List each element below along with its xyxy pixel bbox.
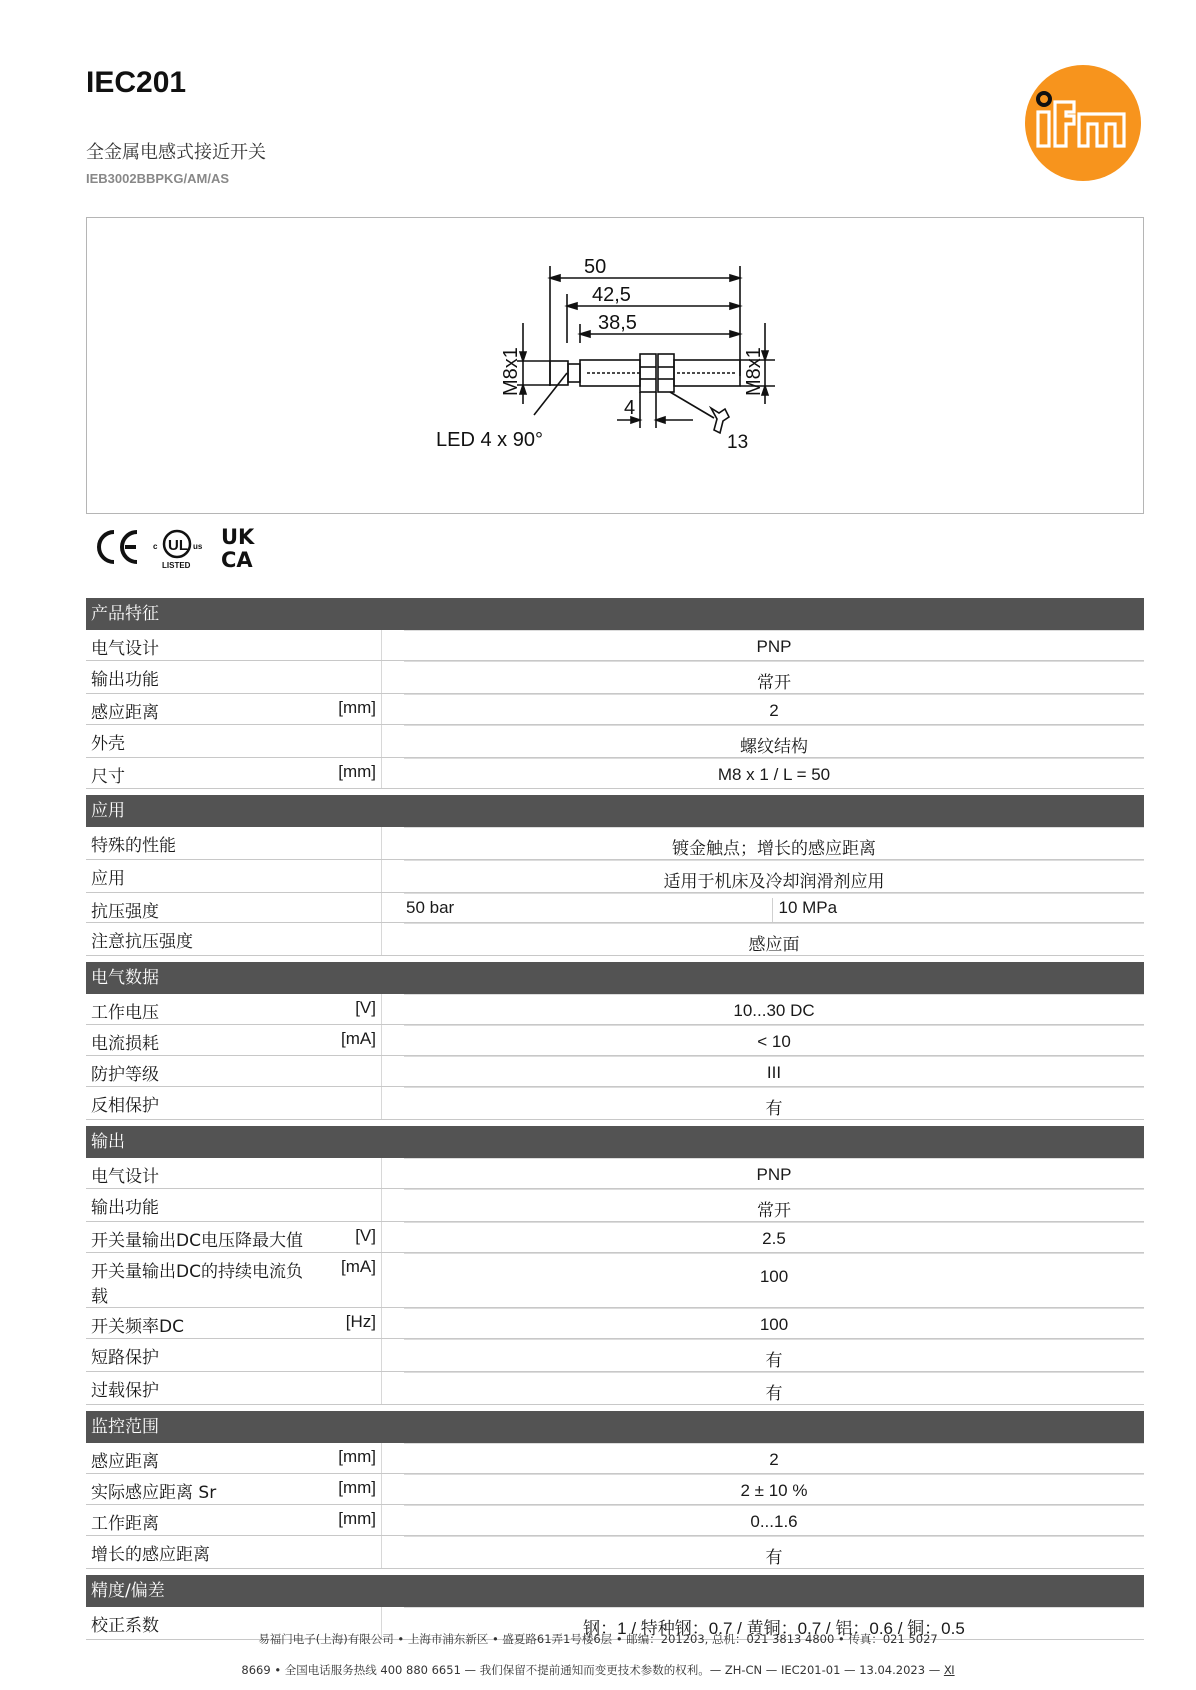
- section-header: 应用: [86, 795, 1144, 827]
- spec-value: 常开: [404, 1189, 1144, 1221]
- svg-text:UL: UL: [168, 537, 188, 554]
- spec-value: 有: [404, 1087, 1144, 1119]
- spec-table: [86, 598, 1144, 1640]
- spec-value: [404, 893, 1144, 922]
- spec-label-cell: [86, 661, 382, 693]
- spec-unit: [mm]: [338, 698, 376, 717]
- spec-row: [86, 1443, 1144, 1474]
- spec-label-cell: [86, 725, 382, 757]
- spec-value-mpa: 10 MPa: [772, 898, 1145, 922]
- svg-text:c: c: [153, 542, 158, 551]
- spec-value: 有: [404, 1536, 1144, 1568]
- ul-listed-icon: [153, 531, 203, 570]
- led-label: LED 4 x 90°: [436, 429, 543, 451]
- spec-value: 2: [404, 1443, 1144, 1473]
- spec-row: [86, 1025, 1144, 1056]
- spec-row: [86, 1056, 1144, 1087]
- ce-mark-icon: [99, 532, 137, 562]
- dim-42-5-label: 42,5: [592, 284, 631, 306]
- spec-value: 钢：1 / 特种钢：0.7 / 黄铜：0.7 / 铝：0.6 / 铜：0.5: [404, 1607, 1144, 1639]
- spec-unit: [mm]: [338, 1478, 376, 1497]
- spec-unit: [mm]: [338, 1509, 376, 1528]
- thread-left-label: M8x1: [500, 347, 522, 396]
- spec-unit: [V]: [355, 1226, 376, 1245]
- spec-label-cell: [86, 1025, 382, 1055]
- spec-label: 工作电压: [91, 1003, 159, 1023]
- spec-label: 开关频率DC: [91, 1317, 184, 1337]
- footer-legal: [0, 1662, 1196, 1678]
- section-header: 精度/偏差: [86, 1575, 1144, 1607]
- spec-value: 2.5: [404, 1222, 1144, 1252]
- spec-value: PNP: [404, 1158, 1144, 1188]
- spec-label-cell: [86, 630, 382, 660]
- spec-row: [86, 1474, 1144, 1505]
- svg-text:UK: UK: [221, 525, 255, 549]
- spec-label: 开关量输出DC的持续电流负载: [91, 1262, 303, 1307]
- spec-label-cell: [86, 1087, 382, 1119]
- spec-value: 常开: [404, 661, 1144, 693]
- section-header: 输出: [86, 1126, 1144, 1158]
- spec-value: 有: [404, 1372, 1144, 1404]
- spec-label: 过载保护: [91, 1381, 159, 1401]
- spec-value: 螺纹结构: [404, 725, 1144, 757]
- wrench-size-label: 13: [727, 432, 749, 453]
- product-subtitle: 全金属电感式接近开关: [86, 142, 266, 163]
- article-code: IEB3002BBPKG/AM/AS: [86, 171, 230, 186]
- spec-value: 2 ± 10 %: [404, 1474, 1144, 1504]
- spec-label-cell: [86, 994, 382, 1024]
- spec-row: [86, 1339, 1144, 1372]
- spec-label-cell: [86, 923, 382, 955]
- spec-unit: [V]: [355, 998, 376, 1017]
- spec-row: [86, 923, 1144, 956]
- spec-value: 100: [404, 1308, 1144, 1338]
- section-header: 产品特征: [86, 598, 1144, 630]
- spec-label-cell: [86, 758, 382, 788]
- spec-label-cell: [86, 1339, 382, 1371]
- spec-label-cell: [86, 860, 382, 892]
- spec-row: [86, 1372, 1144, 1405]
- spec-label: 电气设计: [91, 1167, 159, 1187]
- spec-label: 实际感应距离 Sr: [91, 1483, 217, 1503]
- section-header: 电气数据: [86, 962, 1144, 994]
- spec-label: 校正系数: [91, 1616, 159, 1636]
- spec-value: 有: [404, 1339, 1144, 1371]
- spec-label: 感应距离: [91, 1452, 159, 1472]
- spec-label: 尺寸: [91, 767, 125, 787]
- spec-unit: [mm]: [338, 1447, 376, 1466]
- certification-marks: [92, 522, 264, 574]
- spec-unit: [mA]: [341, 1029, 376, 1048]
- footer-legal-text: 8669 • 全国电话服务热线 400 880 6651 — 我们保留不提前通知而变更技术参数的权利。— ZH-CN — IEC201-01 — 13.04.2023 —: [241, 1663, 944, 1677]
- spec-row: [86, 1087, 1144, 1120]
- spec-label-cell: [86, 1372, 382, 1404]
- ukca-mark-icon: [221, 525, 255, 572]
- spec-row: [86, 1158, 1144, 1189]
- spec-value: 0...1.6: [404, 1505, 1144, 1535]
- spec-row: [86, 1253, 1144, 1308]
- spec-label-cell: [86, 1308, 382, 1338]
- spec-row: [86, 661, 1144, 694]
- spec-value: PNP: [404, 630, 1144, 660]
- spec-row: [86, 994, 1144, 1025]
- spec-label: 抗压强度: [91, 902, 159, 922]
- spec-label: 增长的感应距离: [91, 1545, 210, 1565]
- spec-label-cell: [86, 694, 382, 724]
- spec-row: [86, 1536, 1144, 1569]
- svg-text:LISTED: LISTED: [162, 561, 191, 570]
- spec-label: 外壳: [91, 734, 125, 754]
- spec-row: [86, 630, 1144, 661]
- spec-row: [86, 1189, 1144, 1222]
- spec-label-cell: [86, 1253, 382, 1307]
- product-title: IEC201: [86, 66, 187, 99]
- spec-value: 适用于机床及冷却润滑剂应用: [404, 860, 1144, 892]
- spec-label-cell: [86, 1189, 382, 1221]
- spec-label-cell: [86, 1474, 382, 1504]
- spec-value: M8 x 1 / L = 50: [404, 758, 1144, 788]
- spec-label: 注意抗压强度: [91, 932, 193, 952]
- spec-label-cell: [86, 893, 382, 922]
- spec-label-cell: [86, 1536, 382, 1568]
- spec-row: [86, 1505, 1144, 1536]
- dim-4-label: 4: [624, 397, 636, 419]
- spec-label-cell: [86, 1222, 382, 1252]
- dim-38-5-label: 38,5: [598, 312, 637, 334]
- spec-row: [86, 893, 1144, 923]
- spec-label: 应用: [91, 869, 125, 889]
- spec-row: [86, 827, 1144, 860]
- spec-row: [86, 725, 1144, 758]
- dimension-drawing: [86, 217, 1144, 514]
- spec-label: 感应距离: [91, 703, 159, 723]
- spec-row: [86, 758, 1144, 789]
- spec-label-cell: [86, 827, 382, 859]
- spec-row: [86, 1308, 1144, 1339]
- svg-text:us: us: [193, 542, 203, 551]
- spec-unit: [mm]: [338, 762, 376, 781]
- spec-value: < 10: [404, 1025, 1144, 1055]
- spec-label: 短路保护: [91, 1348, 159, 1368]
- spec-label-cell: [86, 1158, 382, 1188]
- spec-unit: [Hz]: [345, 1312, 376, 1331]
- section-header: 监控范围: [86, 1411, 1144, 1443]
- ifm-logo-icon: [1024, 64, 1142, 182]
- spec-label-cell: [86, 1056, 382, 1086]
- spec-value: 10...30 DC: [404, 994, 1144, 1024]
- thread-right-label: M8x1: [743, 347, 765, 396]
- svg-text:CA: CA: [221, 548, 253, 572]
- spec-label: 特殊的性能: [91, 836, 176, 856]
- spec-unit: [mA]: [341, 1257, 376, 1276]
- footer-address: 易福门电子(上海)有限公司 • 上海市浦东新区 • 盛夏路61弄1号楼6层 • 邮编：201203, 总机：021 3813 4800 • 传真：021 5027: [258, 1632, 938, 1646]
- spec-label: 开关量输出DC电压降最大值: [91, 1231, 303, 1251]
- spec-row: [86, 860, 1144, 893]
- spec-value: 100: [404, 1253, 1144, 1307]
- spec-value: 2: [404, 694, 1144, 724]
- spec-label: 反相保护: [91, 1096, 159, 1116]
- dim-50-label: 50: [584, 256, 607, 278]
- spec-label-cell: [86, 1443, 382, 1473]
- spec-label: 输出功能: [91, 1198, 159, 1218]
- spec-label: 输出功能: [91, 670, 159, 690]
- spec-row: [86, 694, 1144, 725]
- spec-label-cell: [86, 1505, 382, 1535]
- spec-label: 电气设计: [91, 639, 159, 659]
- spec-value: 镀金触点；增长的感应距离: [404, 827, 1144, 859]
- sensor-drawing-svg: [87, 218, 1145, 515]
- spec-row: [86, 1222, 1144, 1253]
- page-mark-icon: Ⅺ: [943, 1663, 955, 1677]
- spec-label: 电流损耗: [91, 1034, 159, 1054]
- spec-value: 感应面: [404, 923, 1144, 955]
- spec-value: III: [404, 1056, 1144, 1086]
- spec-label: 防护等级: [91, 1065, 159, 1085]
- spec-value-bar: 50 bar: [406, 898, 455, 917]
- spec-label: 工作距离: [91, 1514, 159, 1534]
